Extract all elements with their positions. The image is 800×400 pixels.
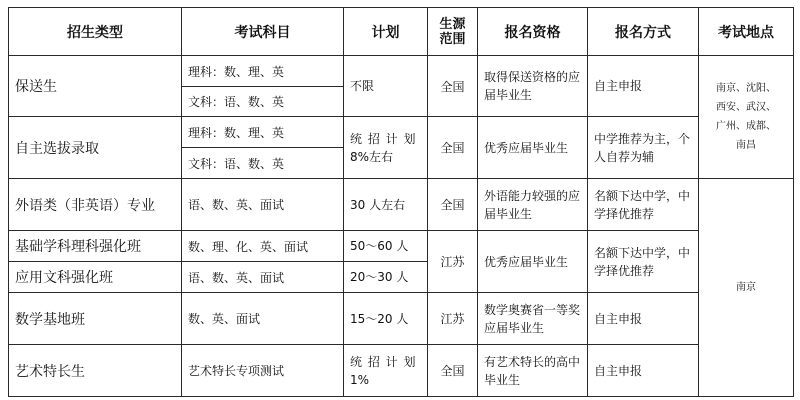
header-exam-location: 考试地点 [699, 8, 794, 56]
method-cell: 自主申报 [588, 56, 699, 117]
plan-cell [344, 345, 428, 397]
subject-arts-cell: 文科：语、数、英 [182, 87, 344, 117]
location-line: 西安、武汉、 [716, 102, 776, 113]
range-cell: 全国 [428, 117, 478, 179]
type-cell: 数学基地班 [9, 293, 182, 345]
subject-cell: 语、数、英、面试 [182, 179, 344, 231]
type-cell: 保送生 [9, 56, 182, 117]
table-row-jichu [9, 231, 794, 262]
plan-cell: 50～60 人 [344, 231, 428, 262]
method-cell: 自主申报 [588, 293, 699, 345]
plan-cell: 不限 [344, 56, 428, 117]
table-row-waiyu [9, 179, 794, 231]
admissions-table [8, 7, 794, 397]
location-cell-bottom: 南京 [699, 179, 794, 397]
subject-cell: 语、数、英、面试 [182, 262, 344, 293]
location-line: 南昌 [736, 140, 756, 151]
type-cell: 应用文科强化班 [9, 262, 182, 293]
header-method: 报名方式 [588, 8, 699, 56]
table-row-shuxue [9, 293, 794, 345]
plan-line1: 统 招 计 划 [350, 354, 417, 369]
method-cell: 名额下达中学，中学择优推荐 [588, 179, 699, 231]
subject-cell: 艺术特长专项测试 [182, 345, 344, 397]
type-cell: 自主选拔录取 [9, 117, 182, 179]
range-cell: 江苏 [428, 293, 478, 345]
qualification-cell: 取得保送资格的应届毕业生 [478, 56, 588, 117]
table-row-zizhu [9, 117, 794, 148]
table-row-baosong [9, 56, 794, 87]
subject-science-cell: 理科：数、理、英 [182, 117, 344, 148]
header-admission-type: 招生类型 [9, 8, 182, 56]
subject-arts-cell: 文科：语、数、英 [182, 148, 344, 179]
qualification-cell: 外语能力较强的应届毕业生 [478, 179, 588, 231]
header-source-range-line2: 范围 [439, 31, 466, 47]
plan-line2: 8%左右 [350, 149, 394, 164]
plan-cell: 20～30 人 [344, 262, 428, 293]
qualification-cell: 优秀应届毕业生 [478, 231, 588, 293]
location-line: 南京、沈阳、 [716, 83, 776, 94]
plan-cell [344, 117, 428, 179]
qualification-cell: 优秀应届毕业生 [478, 117, 588, 179]
header-source-range [428, 8, 478, 56]
range-cell: 全国 [428, 56, 478, 117]
header-qualification: 报名资格 [478, 8, 588, 56]
location-line: 广州、成都、 [716, 121, 776, 132]
method-cell: 自主申报 [588, 345, 699, 397]
plan-cell: 30 人左右 [344, 179, 428, 231]
location-cell-top [699, 56, 794, 179]
plan-cell: 15～20 人 [344, 293, 428, 345]
range-cell: 全国 [428, 179, 478, 231]
subject-cell: 数、理、化、英、面试 [182, 231, 344, 262]
subject-science-cell: 理科：数、理、英 [182, 56, 344, 87]
plan-line2: 1% [350, 372, 370, 387]
type-cell: 基础学科理科强化班 [9, 231, 182, 262]
header-exam-subjects: 考试科目 [182, 8, 344, 56]
plan-line1: 统 招 计 划 [350, 131, 417, 146]
header-plan: 计划 [344, 8, 428, 56]
type-cell: 外语类（非英语）专业 [9, 179, 182, 231]
method-cell: 中学推荐为主，个人自荐为辅 [588, 117, 699, 179]
range-cell: 全国 [428, 345, 478, 397]
method-cell: 名额下达中学，中学择优推荐 [588, 231, 699, 293]
qualification-cell: 有艺术特长的高中毕业生 [478, 345, 588, 397]
table-row-yishu [9, 345, 794, 397]
type-cell: 艺术特长生 [9, 345, 182, 397]
range-cell: 江苏 [428, 231, 478, 293]
qualification-cell: 数学奥赛省一等奖应届毕业生 [478, 293, 588, 345]
subject-cell: 数、英、面试 [182, 293, 344, 345]
header-source-range-line1: 生源 [439, 16, 466, 32]
header-row [9, 8, 794, 56]
